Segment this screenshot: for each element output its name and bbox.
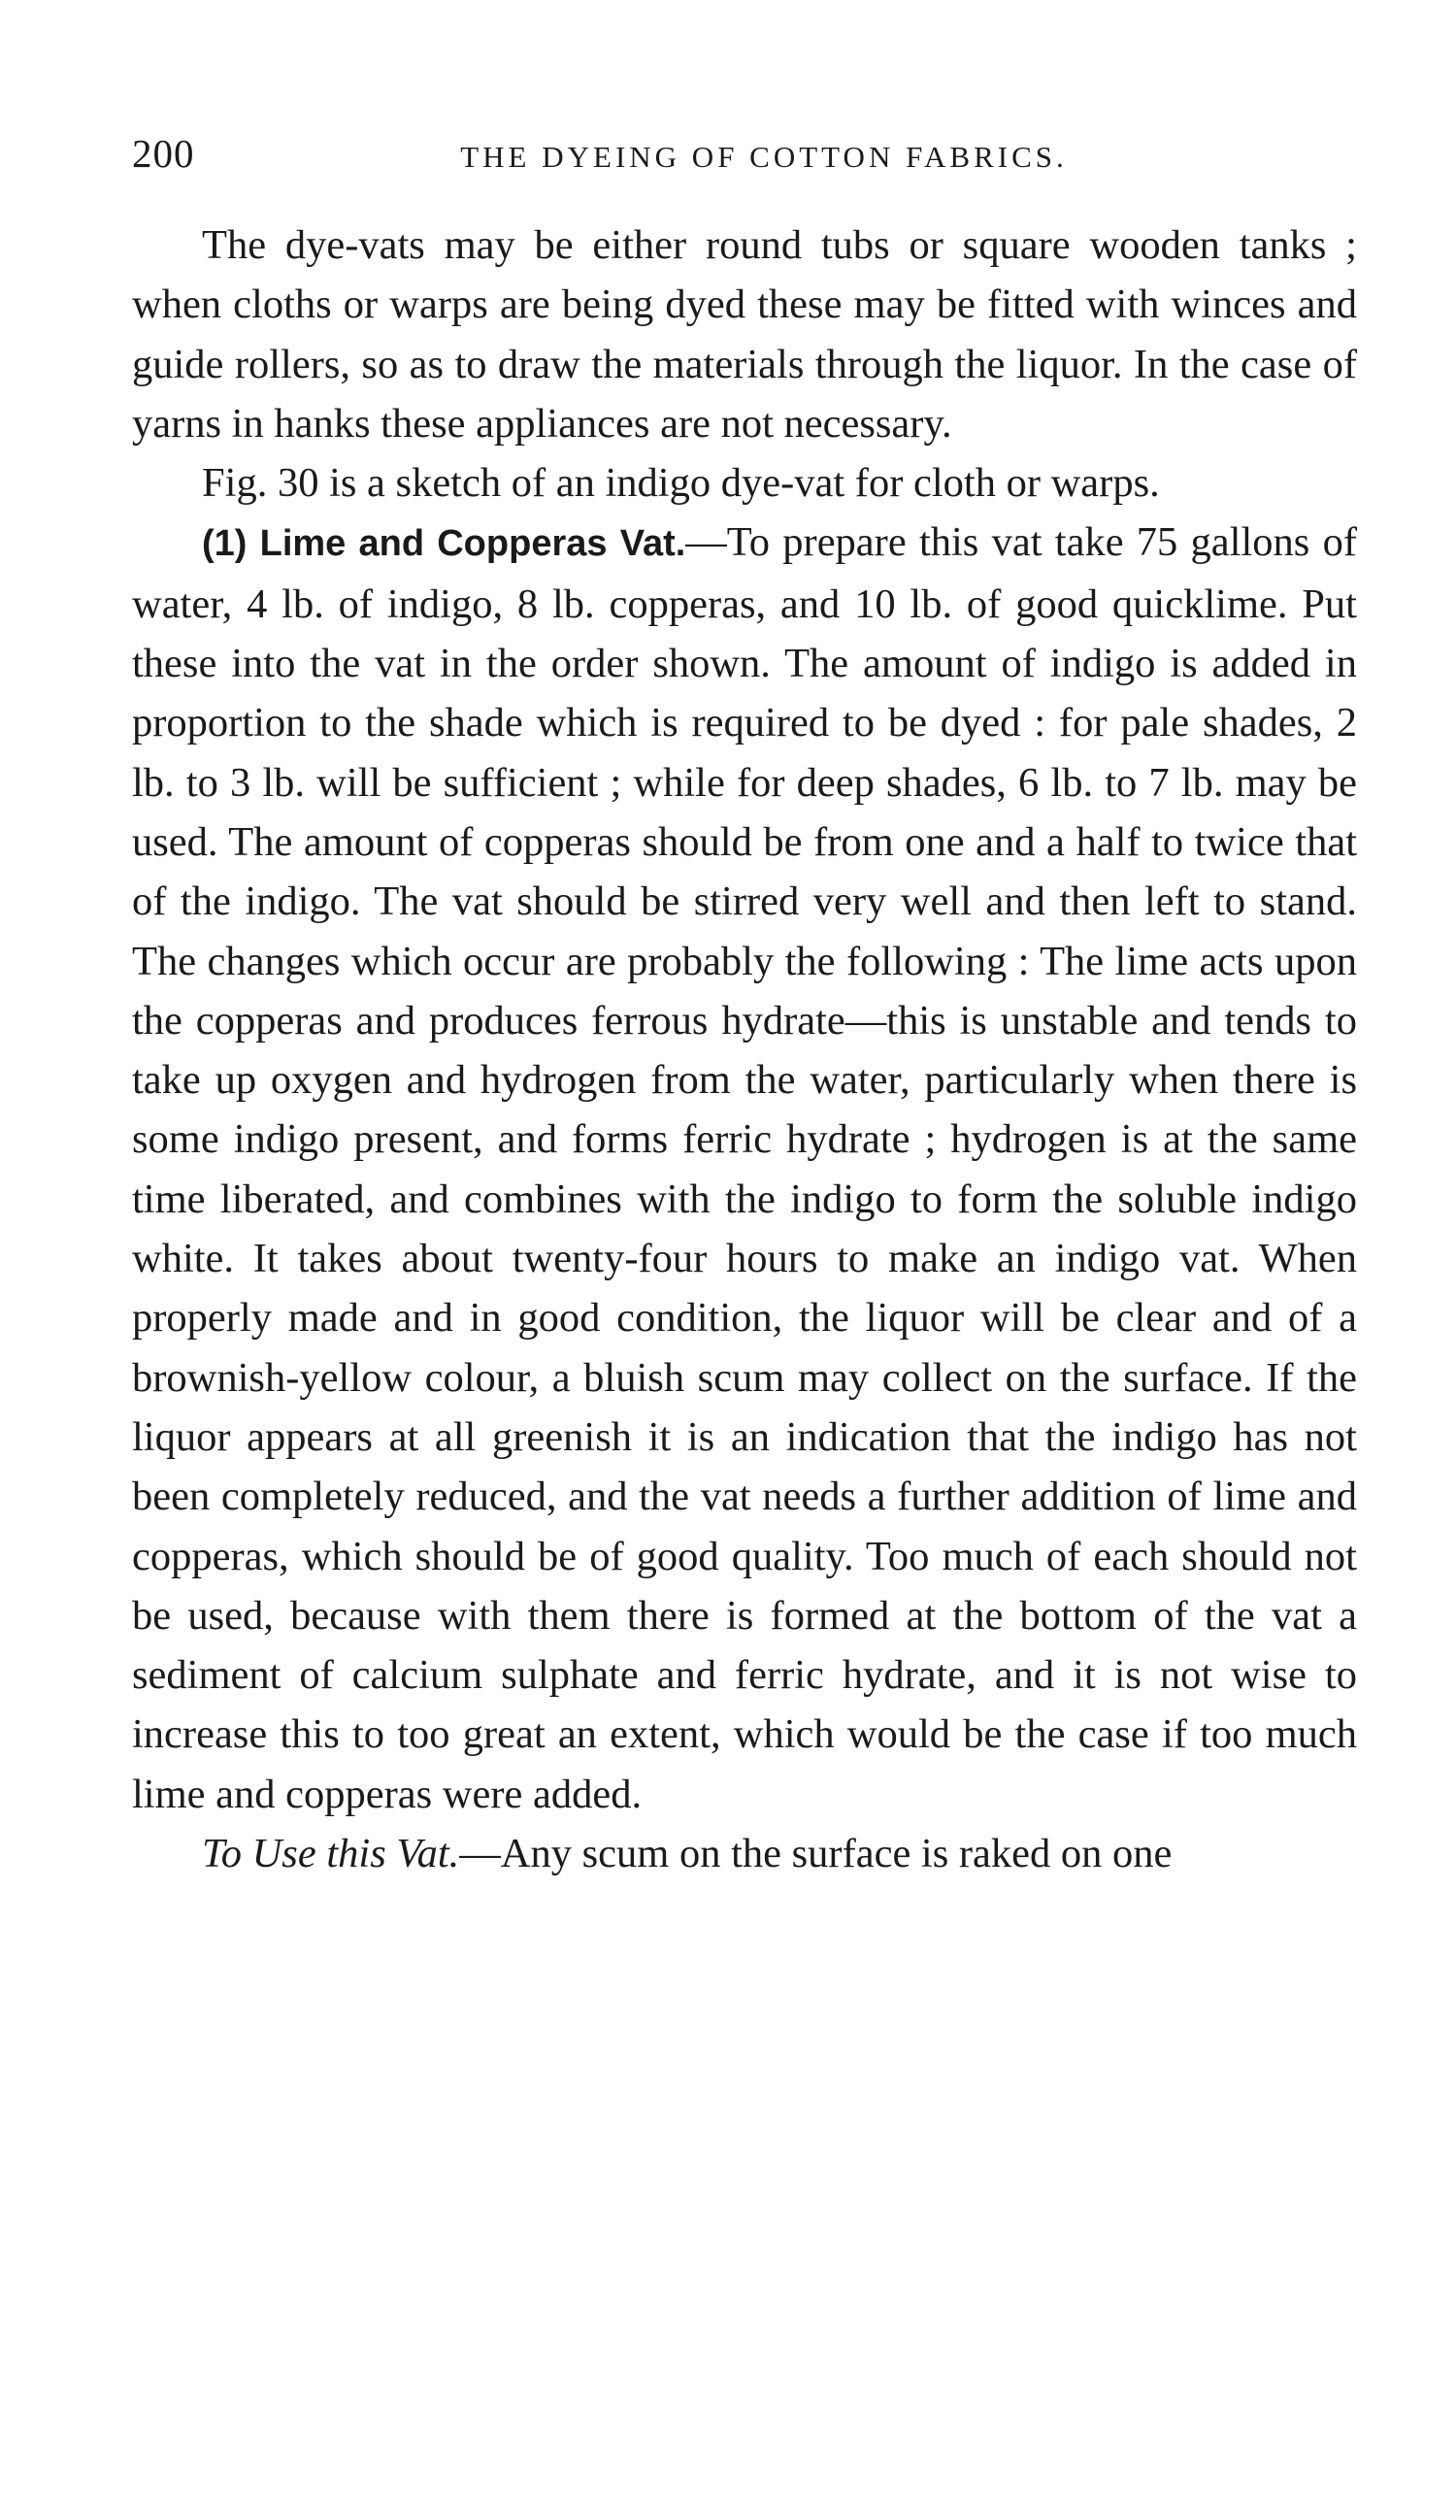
page-header — [132, 124, 1357, 182]
paragraph-to-use-vat — [132, 1824, 1357, 1883]
body-text — [132, 216, 1357, 1883]
page-number: 200 — [132, 131, 195, 176]
paragraph-to-use-vat-text: —Any scum on the surface is raked on one — [459, 1831, 1173, 1877]
italic-lead-to-use-vat: To Use this Vat. — [202, 1831, 460, 1877]
paragraph-lime-copperas-vat — [132, 513, 1357, 1824]
paragraph-lime-copperas-text: —To prepare this vat take 75 gallons of water, 4 lb. of indigo, 8 lb. copperas, and 10 lb. of good quicklime. Put these into the vat in the order shown. The amount of indigo is added in proportion to the shade which is required to be dyed : for pale shades, 2 lb. to 3 lb. will be sufficient ; while for deep shades, 6 lb. to 7 lb. may be used. The amount of copperas should be from one and a half to twice that of the indigo. The vat should be stirred very well and then left to stand. The changes which occur are probably the following : The lime acts upon the copperas and produces ferrous hydrate—this is unstable and tends to take up oxygen and hydrogen from the water, particularly when there is some indigo present, and forms ferric hydrate ; hydrogen is at the same time liberated, and combines with the indigo to form the soluble indigo white. It takes about twenty-four hours to make an indigo vat. When properly made and in good condition, the liquor will be clear and of a brownish-yellow colour, a bluish scum may collect on the surface. If the liquor appears at all greenish it is an indication that the indigo has not been completely reduced, and the vat needs a further addition of lime and copperas, which should be of good quality. Too much of each should not be used, because with them there is formed at the bottom of the vat a sediment of calcium sulphate and ferric hydrate, and it is not wise to increase this to too great an extent, which would be the case if too much lime and copperas were added. — [132, 519, 1357, 1817]
paragraph-figure-reference: Fig. 30 is a sketch of an indigo dye-vat for cloth or warps. — [202, 460, 1160, 507]
running-title: THE DYEING OF COTTON FABRICS. — [460, 140, 1068, 174]
paragraph-dye-vats: The dye-vats may be either round tubs or square wooden tanks ; when cloths or warps are being dyed these may be fitted with winces and guide rollers, so as to draw the materials through the liquor. In the case of yarns in hanks these appliances are not necessary. — [132, 222, 1357, 447]
section-heading-lime-copperas-vat: (1) Lime and Copperas Vat. — [202, 523, 686, 565]
